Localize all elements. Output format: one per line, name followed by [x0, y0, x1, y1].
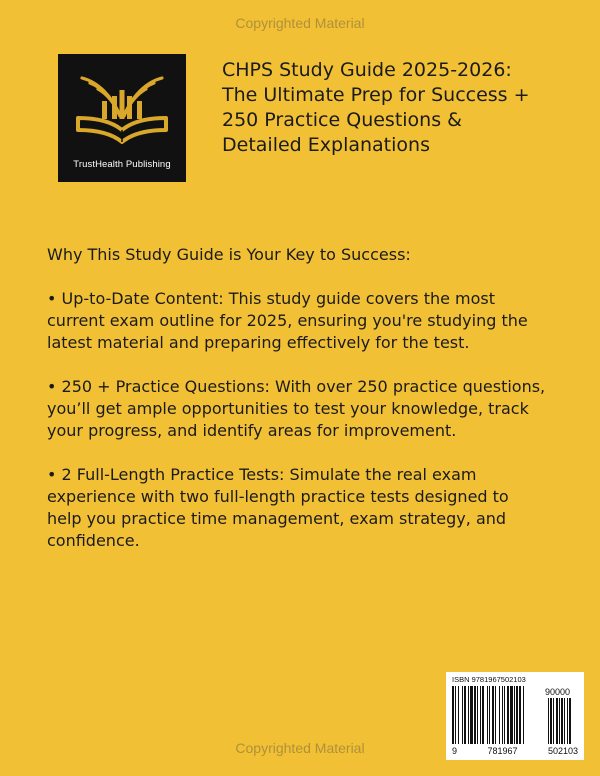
- bullet-line: • Up-to-Date Content: This study guide covers the most: [47, 289, 496, 308]
- bullet-line: • 250 + Practice Questions: With over 250 practice questions,: [47, 377, 546, 396]
- bullet-line: current exam outline for 2025, ensuring you're studying the: [47, 311, 528, 330]
- publisher-logo: [58, 54, 186, 182]
- title-line: 250 Practice Questions &: [222, 109, 462, 131]
- watermark-top: Copyrighted Material: [235, 15, 365, 31]
- price-code: 90000: [545, 687, 571, 697]
- title-line: Detailed Explanations: [222, 134, 430, 156]
- bullet-line: • 2 Full-Length Practice Tests: Simulate the real exam: [47, 465, 477, 484]
- section-heading: Why This Study Guide is Your Key to Success:: [47, 245, 411, 264]
- bullet-line: experience with two full-length practice tests designed to: [47, 487, 509, 506]
- title-line: CHPS Study Guide 2025-2026:: [222, 59, 512, 81]
- isbn-label: ISBN 9781967502103: [452, 675, 526, 684]
- bullet-line: your progress, and identify areas for improvement.: [47, 421, 457, 440]
- publisher-name: TrustHealth Publishing: [73, 159, 171, 170]
- bullet-line: confidence.: [47, 531, 140, 550]
- open-book-icon: [72, 68, 172, 154]
- bullet-practice-questions: [47, 376, 567, 442]
- description: [47, 244, 567, 574]
- barcode-digit-group: 9: [452, 746, 458, 756]
- bullet-line: latest material and preparing effectively for the test.: [47, 333, 470, 352]
- watermark-bottom: Copyrighted Material: [235, 740, 365, 756]
- book-title: [222, 58, 582, 158]
- title-line: The Ultimate Prep for Success +: [222, 84, 530, 106]
- barcode-digit-group: 781967: [487, 746, 518, 756]
- bullet-line: help you practice time management, exam strategy, and: [47, 509, 507, 528]
- bullet-up-to-date: [47, 288, 567, 354]
- bullet-line: you’ll get ample opportunities to test your knowledge, track: [47, 399, 529, 418]
- barcode-digit-group: 502103: [547, 746, 578, 756]
- bullet-practice-tests: [47, 464, 567, 552]
